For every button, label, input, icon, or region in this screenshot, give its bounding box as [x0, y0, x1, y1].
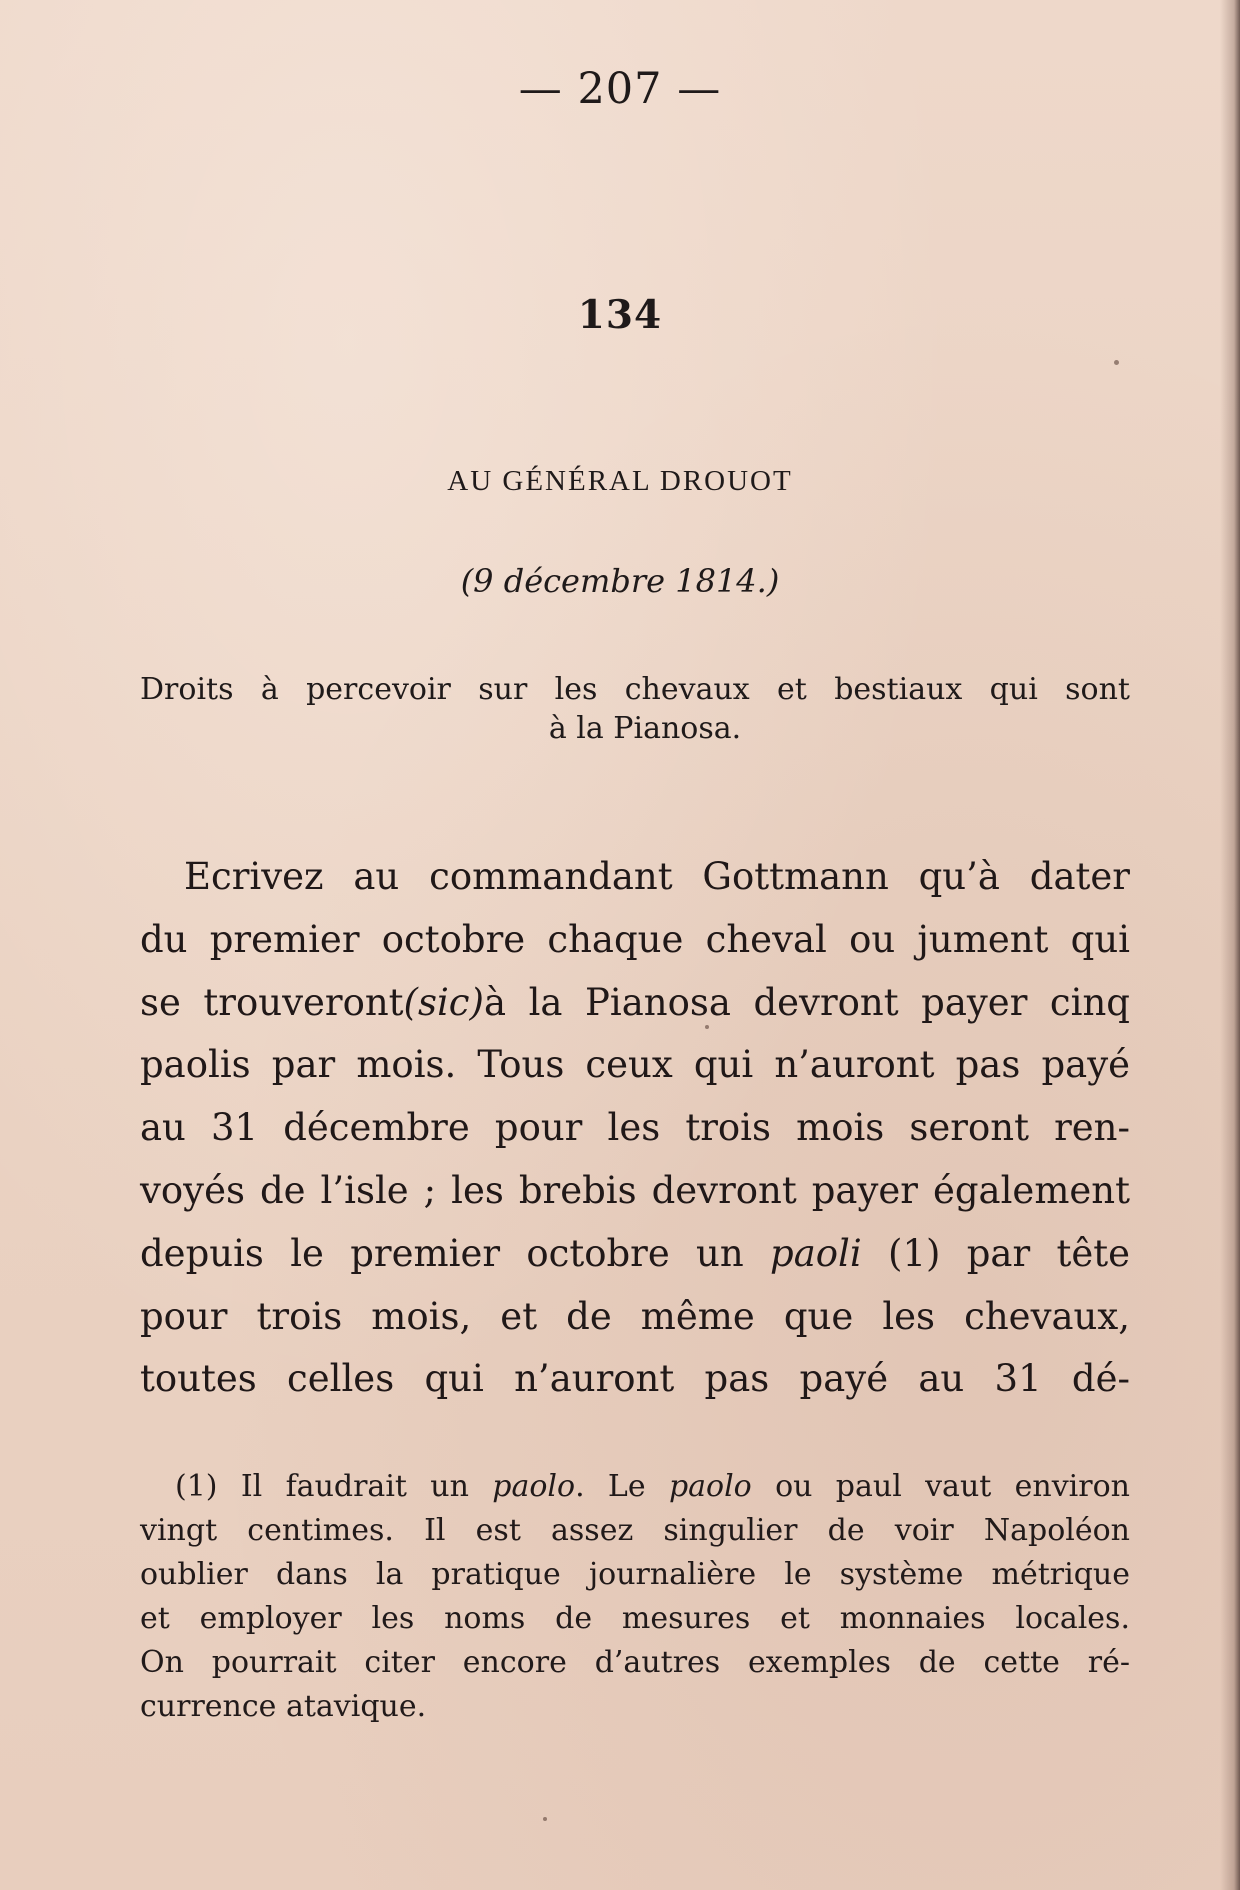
summary-line: Droits à percevoir sur les chevaux et bestiaux qui sont	[140, 672, 1130, 707]
letter-number: 134	[577, 292, 663, 338]
footnote-line: vingt centimes. Il est assez singulier de voir Napoléon	[140, 1513, 1130, 1548]
recipient-heading: AU GÉNÉRAL DROUOT	[447, 465, 793, 497]
summary-line: à la Pianosa.	[548, 711, 742, 746]
footnote	[140, 1465, 1130, 1729]
italic-word-paolo: paolo	[492, 1469, 576, 1504]
body-text-segment: (1) par tête	[888, 1231, 1130, 1275]
footnote-text-segment: . Le	[575, 1469, 646, 1504]
body-line: pour trois mois, et de même que les chevaux,	[140, 1294, 1130, 1338]
footnote-line: currence atavique.	[140, 1689, 427, 1724]
body-line: voyés de l’isle ; les brebis devront payer également	[140, 1168, 1130, 1212]
body-line: au 31 décembre pour les trois mois seront ren-	[140, 1106, 1130, 1150]
body-line: Ecrivez au commandant Gottmann qu’à dater	[184, 855, 1130, 898]
body-line: toutes celles qui n’auront pas payé au 31 dé-	[140, 1357, 1130, 1401]
paper-speck	[705, 1025, 709, 1029]
italic-word-paoli: paoli	[770, 1231, 862, 1275]
body-line	[140, 1223, 1130, 1286]
footnote-text-segment: (1) Il faudrait un	[175, 1469, 469, 1504]
body-line: paolis par mois. Tous ceux qui n’auront pas payé	[140, 1043, 1130, 1087]
page-number: — 207 —	[518, 64, 722, 114]
body-text-segment: depuis le premier octobre un	[140, 1231, 744, 1275]
footnote-text-segment: ou paul vaut environ	[775, 1469, 1130, 1504]
body-line: du premier octobre chaque cheval ou jument qui	[140, 917, 1130, 961]
footnote-line: oublier dans la pratique journalière le système métrique	[140, 1557, 1130, 1592]
body-line	[140, 972, 1130, 1035]
letter-body	[140, 846, 1130, 1411]
footnote-line: et employer les noms de mesures et monnaies locales.	[140, 1601, 1130, 1636]
footnote-line: On pourrait citer encore d’autres exemples de cette ré-	[140, 1645, 1130, 1680]
body-text-segment: à la Pianosa devront payer cinq	[483, 980, 1130, 1024]
italic-word-paolo: paolo	[668, 1469, 752, 1504]
footnote-line	[140, 1465, 1130, 1509]
letter-summary	[140, 670, 1130, 748]
letter-date: (9 décembre 1814.)	[460, 562, 780, 600]
page-edge-shadow	[1220, 0, 1240, 1890]
sic-note: (sic)	[403, 980, 484, 1024]
paper-speck	[543, 1817, 547, 1821]
paper-speck	[1114, 360, 1119, 365]
body-text-segment: se trouveront	[140, 980, 404, 1024]
